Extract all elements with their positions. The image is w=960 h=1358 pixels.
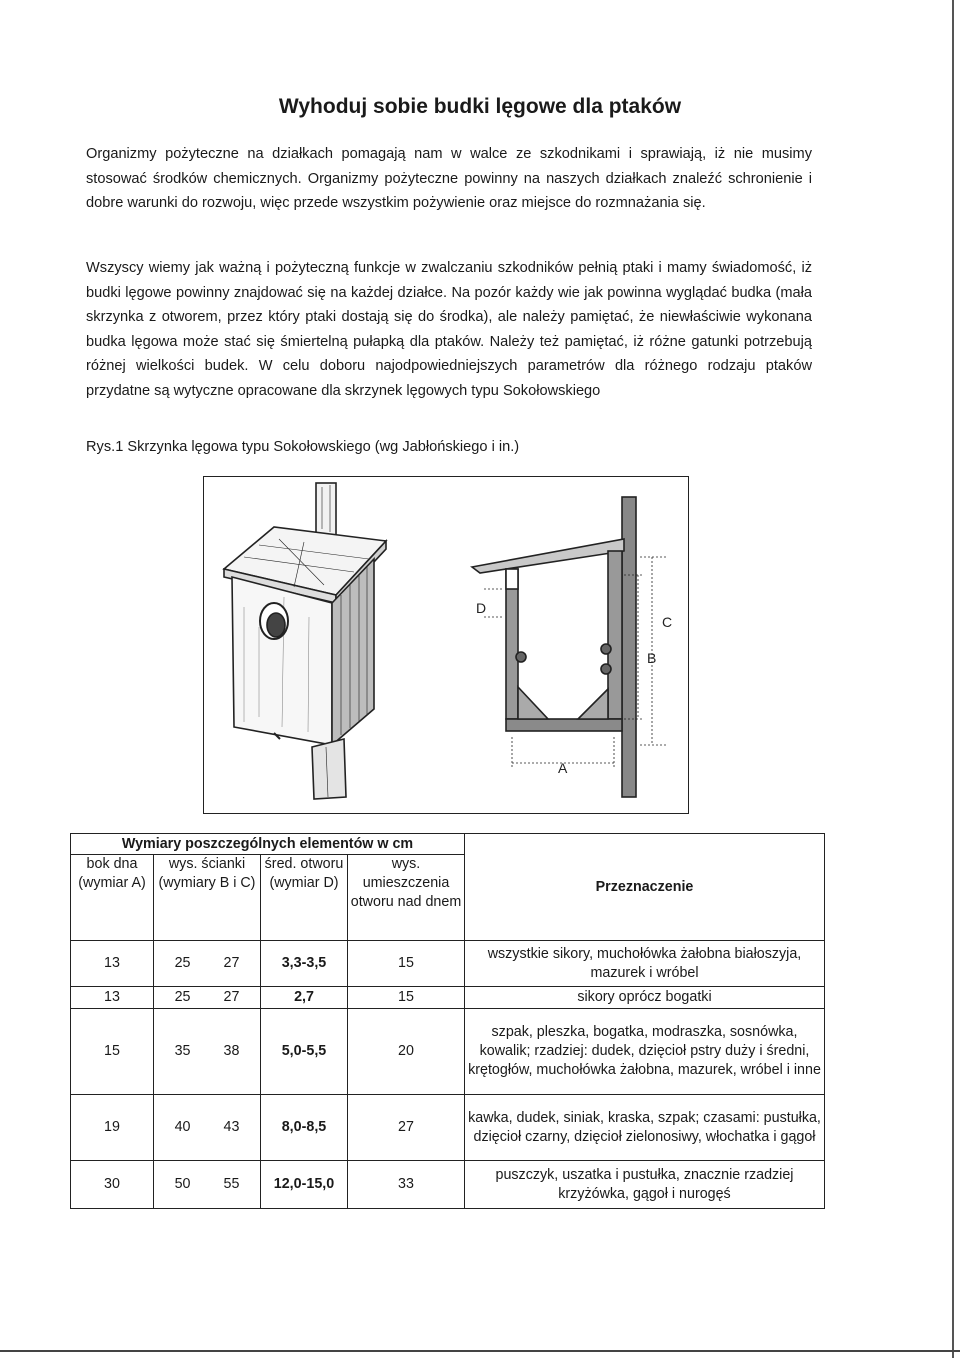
nest-box-section	[472, 497, 666, 797]
cell-d: 3,3-3,5	[261, 941, 348, 987]
cell-d: 12,0-15,0	[261, 1161, 348, 1209]
dimensions-table	[70, 833, 825, 1209]
table-row	[71, 987, 825, 1009]
cell-d: 2,7	[261, 987, 348, 1009]
nest-box-drawing	[204, 477, 688, 813]
cell-a: 13	[71, 941, 154, 987]
cell-a: 15	[71, 1009, 154, 1095]
table-group-header: Wymiary poszczególnych elementów w cm	[71, 834, 465, 855]
label-a: A	[558, 760, 568, 776]
table-row	[71, 1095, 825, 1161]
label-c: C	[662, 614, 673, 630]
label-b: B	[647, 650, 657, 666]
cell-a: 19	[71, 1095, 154, 1161]
col-header-d: śred. otworu (wymiar D)	[261, 855, 348, 941]
cell-d: 5,0-5,5	[261, 1009, 348, 1095]
nest-box-perspective	[224, 483, 386, 799]
col-header-a: bok dna (wymiar A)	[71, 855, 154, 941]
col-header-b: wys. ścianki (wymiary B i C)	[154, 855, 261, 941]
cell-bc: 40 43	[154, 1095, 261, 1161]
label-d: D	[476, 600, 487, 616]
page-edge-bottom	[0, 1350, 960, 1352]
col-header-h: wys. umieszczenia otworu nad dnem	[348, 855, 465, 941]
nest-box-figure	[203, 476, 689, 814]
intro-paragraph: Organizmy pożyteczne na działkach pomagają nam w walce ze szkodnikami i sprawiają, iż nie musimy stosować środków chemicznych. Organizmy pożyteczne powinny na naszych działkach znaleźć schronienie i dobre warunki do rozwoju, więc przede wszystkim pożywienie oraz miejsce do rozmnażania się.	[86, 146, 812, 211]
cell-h: 15	[348, 941, 465, 987]
cell-h: 33	[348, 1161, 465, 1209]
cell-h: 20	[348, 1009, 465, 1095]
page-title: Wyhoduj sobie budki lęgowe dla ptaków	[278, 95, 682, 118]
cell-purpose: kawka, dudek, siniak, kraska, szpak; czasami: pustułka, dzięcioł czarny, dzięcioł zielonosiwy, włochatka i gągoł	[465, 1095, 825, 1161]
table-row	[71, 1161, 825, 1209]
cell-h: 27	[348, 1095, 465, 1161]
cell-purpose: szpak, pleszka, bogatka, modraszka, sosnówka, kowalik; rzadziej: dudek, dzięcioł pstry duży i średni, krętogłów, muchołówka żałobna, mazurek, wróbel i inne	[465, 1009, 825, 1095]
figure-caption: Rys.1 Skrzynka lęgowa typu Sokołowskiego (wg Jabłońskiego i in.)	[86, 439, 520, 455]
page-edge-right	[952, 0, 954, 1358]
cell-h: 15	[348, 987, 465, 1009]
table-row	[71, 941, 825, 987]
table-row	[71, 1009, 825, 1095]
body-paragraph: Wszyscy wiemy jak ważną i pożyteczną funkcje w zwalczaniu szkodników pełnią ptaki i mamy świadomość, iż budki lęgowe powinny znajdować się na każdej działce. Na pozór każdy wie jak powinna wyglądać budka (mała skrzynka z otworem, przez który ptaki dostają się do środka), ale należy pamiętać, że niewłaściwie wykonana budka lęgowa może stać się śmiertelną pułapką dla ptaków. Należy też pamiętać, iż różne gatunki potrzebują różnej wielkości budek. W celu doboru najodpowiedniejszych parametrów dla różnego rodzaju ptaków przydatne są wytyczne opracowane dla skrzynek lęgowych typu Sokołowskiego	[86, 260, 812, 399]
cell-purpose: sikory oprócz bogatki	[465, 987, 825, 1009]
cell-purpose: wszystkie sikory, muchołówka żałobna białoszyja, mazurek i wróbel	[465, 941, 825, 987]
cell-bc: 35 38	[154, 1009, 261, 1095]
cell-d: 8,0-8,5	[261, 1095, 348, 1161]
purpose-header: Przeznaczenie	[465, 834, 825, 941]
cell-bc: 50 55	[154, 1161, 261, 1209]
cell-bc: 25 27	[154, 941, 261, 987]
cell-a: 30	[71, 1161, 154, 1209]
cell-purpose: puszczyk, uszatka i pustułka, znacznie rzadziej krzyżówka, gągoł i nurogęś	[465, 1161, 825, 1209]
cell-bc: 25 27	[154, 987, 261, 1009]
cell-a: 13	[71, 987, 154, 1009]
